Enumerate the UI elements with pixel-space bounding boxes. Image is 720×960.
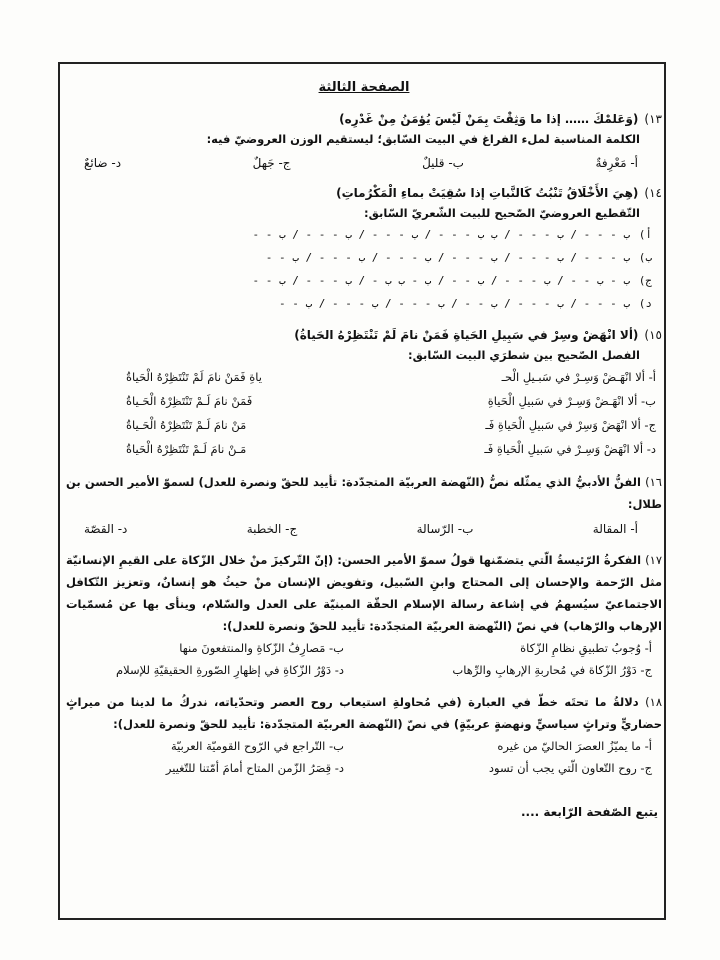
answer-options <box>66 637 662 681</box>
question-16 <box>66 471 662 539</box>
question-number: ١٨) <box>645 695 662 709</box>
question-number: ١٤) <box>644 186 662 200</box>
page-footer: يتبع الصّفحة الرّابعة .... <box>520 805 658 819</box>
question-verse: (ألا انْهَضْ وسِرْ في سَبِيلِ الحَياةِ فَمَنْ نامَ لَمْ تَنْتَظِرْهُ الحَياةُ) <box>294 328 639 342</box>
option-c[interactable]: ج- روح التّعاون الّتي يجب أن تسود <box>488 761 652 775</box>
scansion-pattern: ب - - - / ب - - - / ب ب - - - / ب - - - / ب - - - / ب - - <box>252 228 630 241</box>
question-verse: (وَعَلمْكَ …… إذا ما وَثِقْتَ بِمَنْ لَيْسَ يُؤمَنُ مِنْ غَدْرِه) <box>339 112 639 126</box>
option-d[interactable]: د- دَوْرُ الزّكاةِ في إظهارِ الصّورةِ الحقيقيّةِ للإسلام <box>116 663 344 677</box>
option-c[interactable]: ج- الخطبة <box>246 522 298 536</box>
option-label: د) <box>638 297 652 310</box>
option-label: ج) <box>638 274 652 287</box>
scansion-pattern: ب - - - / ب - - - / ب - - / ب - - - / ب - - - / ب - - <box>279 297 630 310</box>
answer-options <box>66 153 662 173</box>
question-number: ١٦) <box>645 475 662 489</box>
option-d[interactable]: د- القصّة <box>84 522 128 536</box>
hemistich-option-b[interactable] <box>66 389 662 413</box>
option-d[interactable]: د- قِصَرُ الزّمن المتاح أمامَ أمّتنا للتّغيير <box>165 761 344 775</box>
hemistich-option-d[interactable] <box>66 437 662 461</box>
option-a[interactable]: أ- وُجوبُ تطبيقِ نظامِ الزّكاة <box>520 641 652 655</box>
option-c[interactable]: ج- دَوْرُ الزّكاة في مُحاربةِ الإرهابِ والرِّهاب <box>452 663 652 677</box>
option-a[interactable]: أ- المقالة <box>592 522 638 536</box>
question-17 <box>66 549 662 681</box>
exam-page <box>66 66 662 819</box>
scansion-row-d[interactable] <box>66 292 662 315</box>
scansion-pattern: ب - - - / ب - - - / ب - - - / ب - - - / ب - - - / ب - - <box>265 251 630 264</box>
question-15 <box>66 325 662 461</box>
first-hemistich: ج- ألا انْهَضْ وَسِرْ في سَبيلِ الْحَياةِ فَـ <box>485 418 656 432</box>
question-text: الفنُّ الأدبيُّ الذي يمثّله نصُّ (النّهضة العربيّة المتجدّدة: تأييد للحقّ ونصرة للعدل) لسموّ الأمير الحسن بن طلال: <box>66 475 662 511</box>
first-hemistich: د- ألا انْهَضْ وَسِـرْ في سَبيلِ الْحَياةِ فَـ <box>484 442 656 456</box>
question-prompt: الكلمة المناسبة لملء الفراغ في البيت السّابق؛ ليستقيم الوزن العروضيّ فيه: <box>206 132 640 146</box>
scansion-row-c[interactable] <box>66 269 662 292</box>
hemistich-option-a[interactable] <box>66 365 662 389</box>
second-hemistich: مَـنْ نامَ لَـمْ تَنْتَظِرْهُ الْحَياةُ <box>126 442 247 456</box>
question-verse: (هِيَ الأَخْلَاقُ تَنْبُتُ كَالنَّباتِ إذا سُقِيَتْ بماءِ الْمَكْرُماتِ) <box>336 186 639 200</box>
question-18 <box>66 691 662 779</box>
question-14 <box>66 183 662 315</box>
first-hemistich: أ- ألا انْهَـضْ وَسِـرْ في سَبـيلِ الْحـ <box>501 370 656 384</box>
question-number: ١٧) <box>645 553 662 567</box>
option-b[interactable]: ب- التّراجع في الرّوح القوميّة العربيّة <box>171 739 344 753</box>
question-text: دلالةُ ما تحتَه خطّ في العبارة (في مُحاولةِ استيعاب روح العصر وتحدّياته، ندركُ ما لدينا من ميراثٍ حضاريٍّ وتراثٍ سياسيٍّ ونهضةٍ عربيّةٍ) في نصّ (النّهضة العربيّة المتجدّدة: تأييد للحقّ ونصرة للعدل): <box>66 695 662 731</box>
scansion-row-a[interactable] <box>66 223 662 246</box>
option-label: ب) <box>638 251 652 264</box>
page-title: الصفحة الثالثة <box>318 80 410 95</box>
question-prompt: التّقطيع العروضيّ الصّحيح للبيت الشّعريّ السّابق: <box>364 206 640 220</box>
option-b[interactable]: ب- الرّسالة <box>416 522 474 536</box>
scansion-pattern: ب - ب - - / ب - - - / ب - - / ب - ب ب - / ب - - - / ب - - <box>252 274 630 287</box>
question-13 <box>66 109 662 173</box>
answer-options <box>66 735 662 779</box>
hemistich-option-c[interactable] <box>66 413 662 437</box>
second-hemistich: مَنْ نامَ لَـمْ تَنْتَظِرْهُ الْحَـياةُ <box>126 418 247 432</box>
question-number: ١٣) <box>644 112 662 126</box>
scansion-row-b[interactable] <box>66 246 662 269</box>
option-d[interactable]: د- ضائعٌ <box>84 156 122 170</box>
option-b[interactable]: ب- قليلٌ <box>422 156 464 170</box>
option-label: أ) <box>638 228 652 241</box>
answer-options <box>66 519 662 539</box>
second-hemistich: ياةِ فَمَنْ نامَ لَمْ تَنْتَظِرْهُ الْحَياةُ <box>126 370 262 384</box>
option-b[interactable]: ب- مَصارِفُ الزّكاةِ والمنتفعونَ منها <box>179 641 344 655</box>
question-text: الفكرةُ الرّئيسةُ الّتي يتضمّنها قولُ سموّ الأمير الحسن: (إنّ التّركيزَ منْ خلال الزّكاة على القيمِ الإنسانيّة مثل الرّحمة والإحسان إلى المحتاج وابنِ السّبيل، وتفويض الإنسان منْ حيثُ هو إنسانٌ، وتعزيز التّكافل الاجتماعيّ سيُسهمُ في إشاعة رسالة الإسلام الحقّة المبنيّة على العدل والسّلام، وينأى بها عن مُسمّيات الإرهاب والرّهاب) في نصّ (النّهضة العربيّة المتجدّدة: تأييد للحقّ ونصرة للعدل): <box>66 553 662 633</box>
option-a[interactable]: أ- ما يميّزُ العصرَ الحاليّ من غيره <box>497 739 652 753</box>
first-hemistich: ب- ألا انْهَـضْ وَسِـرْ في سَبيلِ الْحَياةِ <box>487 394 656 408</box>
second-hemistich: فَمَنْ نامَ لَـمْ تَنْتَظِرْهُ الْحَـياةُ <box>126 394 253 408</box>
option-c[interactable]: ج- جَهلٌ <box>252 156 291 170</box>
option-a[interactable]: أ- مَعْرِفةٌ <box>595 156 638 170</box>
question-number: ١٥) <box>644 328 662 342</box>
scansion-options <box>66 223 662 315</box>
question-prompt: الفصل الصّحيح بين شطرَي البيت السّابق: <box>408 348 640 362</box>
